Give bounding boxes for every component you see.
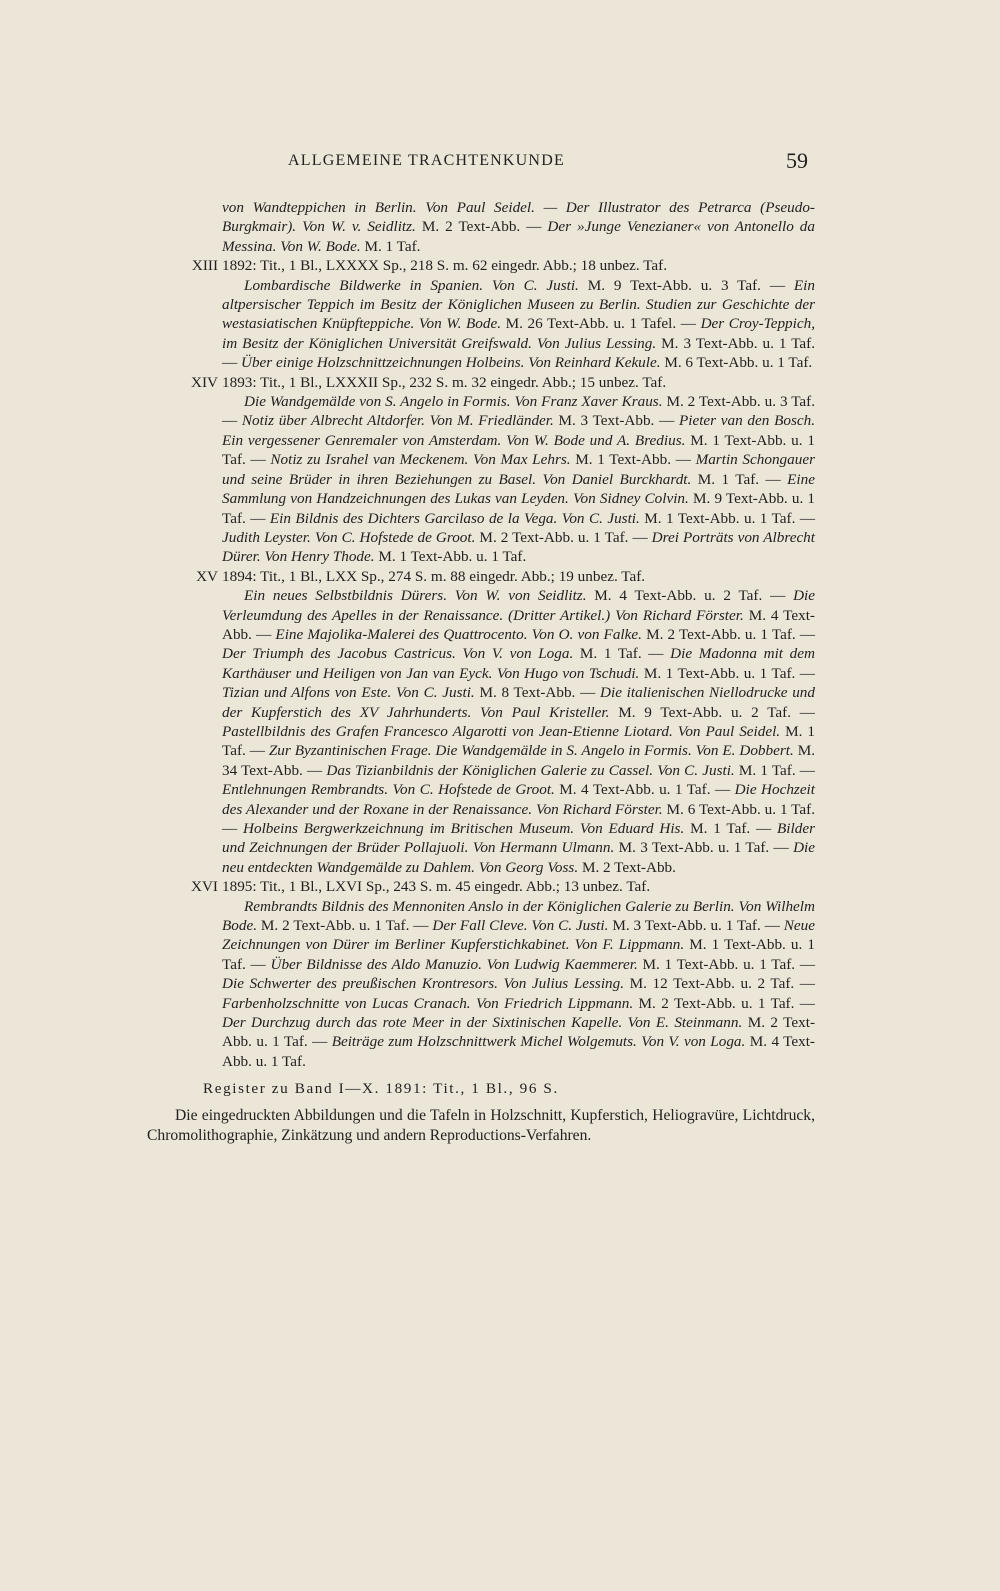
plate-count-text: M. 1 Taf. <box>360 237 421 255</box>
contents-paragraph <box>222 897 815 1072</box>
article-title-text: Bilder und Zeichnungen der Brüder Pollajuoli. Von Hermann Ulmann. <box>222 820 815 857</box>
plate-count-text: M. 2 Text-Abb. u. 1 Taf. — <box>475 528 652 546</box>
article-title-text: Der Triumph des Jacobus Castricus. Von V. von Loga. <box>222 645 574 663</box>
plate-count-text: M. 1 Taf. — <box>222 722 815 760</box>
volume-heading <box>175 567 815 586</box>
contents-paragraph <box>222 392 815 567</box>
plate-count-text: M. 6 Text-Abb. u. 1 Taf. — <box>222 800 815 837</box>
plate-count-text: M. 1 Text-Abb. u. 1 Taf. — <box>222 431 815 469</box>
plate-count-text: M. 2 Text-Abb. — <box>415 218 548 236</box>
contents-paragraph <box>222 586 815 877</box>
plate-count-text: M. 1 Taf. — <box>684 820 778 837</box>
volume-entry <box>175 256 815 372</box>
article-title-text: von Wandteppichen in Berlin. Von Paul Seidel. — Der Illustrator des Petrarca (Pseudo-Burgkmair). Von W. v. Seidlitz. <box>222 199 815 236</box>
plate-count-text: M. 1 Text-Abb. u. 1 Taf. — <box>639 664 815 682</box>
plate-count-text: M. 3 Text-Abb. u. 1 Taf. — <box>222 334 815 372</box>
plate-count-text: M. 3 Text-Abb. u. 1 Taf. — <box>614 839 794 857</box>
register-line: Register zu Band I—X. 1891: Tit., 1 Bl., 96 S. <box>203 1080 559 1098</box>
volume-number: XV <box>196 567 218 585</box>
article-title-text: Der Fall Cleve. Von C. Justi. <box>432 917 609 935</box>
article-title-text: Pastellbildnis des Grafen Francesco Algarotti von Jean-Etienne Liotard. Von Paul Seidel. <box>222 722 781 740</box>
volume-entry <box>175 877 815 1071</box>
plate-count-text: M. 34 Text-Abb. — <box>222 742 815 779</box>
contents-paragraph <box>222 276 815 373</box>
article-title-text: Drei Porträts von Albrecht Dürer. Von Henry Thode. <box>222 528 815 566</box>
article-title-text: Notiz über Albrecht Altdorfer. Von M. Friedländer. <box>241 412 554 430</box>
article-title-text: Der Croy-Teppich, im Besitz der Königlichen Universität Greifswald. Von Julius Lessing. <box>222 315 815 352</box>
plate-count-text: M. 2 Text-Abb. u. 1 Taf. — <box>641 625 816 643</box>
article-title-text: Rembrandts Bildnis des Mennoniten Anslo in der Königlichen Galerie zu Berlin. Von Wilhelm Bode. <box>222 897 815 935</box>
volume-entry <box>175 373 815 567</box>
plate-count-text: M. 2 Text-Abb. u. 1 Taf. — <box>222 1014 815 1051</box>
plate-count-text: M. 1 Text-Abb. — <box>570 451 696 469</box>
volume-summary: 1894: Tit., 1 Bl., LXX Sp., 274 S. m. 88 eingedr. Abb.; 19 unbez. Taf. <box>222 567 646 585</box>
plate-count-text: M. 1 Taf. — <box>734 761 815 779</box>
volume-entry <box>175 567 815 878</box>
volume-contents <box>175 276 815 373</box>
plate-count-text: M. 8 Text-Abb. — <box>474 684 601 702</box>
article-title-text: Die Madonna mit dem Karthäuser und Heiligen von Jan van Eyck. Von Hugo von Tschudi. <box>222 645 815 682</box>
article-title-text: Judith Leyster. Von C. Hofstede de Groot. <box>222 528 476 546</box>
article-title-text: Beiträge zum Holzschnittwerk Michel Wolgemuts. Von V. von Loga. <box>331 1033 746 1051</box>
volume-entries <box>175 256 815 1071</box>
volume-contents <box>175 392 815 567</box>
volume-number: XIV <box>191 373 218 391</box>
running-title: ALLGEMEINE TRACHTENKUNDE <box>288 152 565 169</box>
plate-count-text: M. 1 Taf. — <box>573 645 671 663</box>
plate-count-text: M. 4 Text-Abb. u. 1 Taf. — <box>554 781 735 799</box>
article-title-text: Neue Zeichnungen von Dürer im Berliner Kupferstichkabinet. Von F. Lippmann. <box>222 917 816 954</box>
plate-count-text: M. 26 Text-Abb. u. 1 Tafel. — <box>501 315 701 333</box>
article-title-text: Tizian und Alfons von Este. Von C. Justi. <box>222 684 475 702</box>
article-title-text: Zur Byzantinischen Frage. Die Wandgemälde in S. Angelo in Formis. Von E. Dobbert. <box>268 742 794 760</box>
page-number: 59 <box>786 148 808 173</box>
plate-count-text: M. 1 Taf. — <box>691 470 788 488</box>
article-title-text: Eine Sammlung von Handzeichnungen des Lukas van Leyden. Von Sidney Colvin. <box>222 470 815 508</box>
volume-contents <box>175 586 815 877</box>
article-title-text: Die Hochzeit des Alexander und der Roxane in der Renaissance. Von Richard Förster. <box>222 781 815 818</box>
plate-count-text: M. 1 Text-Abb. u. 1 Taf. — <box>222 936 816 973</box>
plate-count-text: M. 3 Text-Abb. u. 1 Taf. — <box>608 917 784 935</box>
volume-heading <box>175 373 815 392</box>
article-title-text: Die italienischen Niellodrucke und der Kupferstich des XV Jahrhunderts. Von Paul Kristeller. <box>222 684 815 721</box>
plate-count-text: M. 2 Text-Abb. u. 1 Taf. — <box>633 994 815 1012</box>
article-title-text: Ein Bildnis des Dichters Garcilaso de la Vega. Von C. Justi. <box>269 509 640 527</box>
plate-count-text: M. 12 Text-Abb. u. 2 Taf. — <box>624 975 815 993</box>
plate-count-text: M. 2 Text-Abb. u. 3 Taf. — <box>222 393 816 430</box>
plate-count-text: M. 2 Text-Abb. u. 1 Taf. — <box>257 917 433 935</box>
bibliography-content <box>147 198 816 1146</box>
article-title-text: Die Wandgemälde von S. Angelo in Formis. Von Franz Xaver Kraus. <box>244 393 663 411</box>
plate-count-text: M. 9 Text-Abb. u. 2 Taf. — <box>609 703 815 721</box>
article-title-text: Farbenholzschnitte von Lucas Cranach. Von Friedrich Lippmann. <box>222 994 634 1012</box>
article-title-text: Die Schwerter des preußischen Krontresors. Von Julius Lessing. <box>222 975 625 993</box>
article-title-text: Martin Schongauer und seine Brüder in ihren Beziehungen zu Basel. Von Daniel Burckhardt. <box>222 451 815 488</box>
article-title-text: Eine Majolika-Malerei des Quattrocento. Von O. von Falke. <box>275 625 642 643</box>
plate-count-text: M. 4 Text-Abb. u. 1 Taf. <box>222 1033 815 1070</box>
article-title-text: Der Durchzug durch das rote Meer in der Sixtinischen Kapelle. Von E. Steinmann. <box>222 1014 743 1032</box>
article-title-text: Lombardische Bildwerke in Spanien. Von C. Justi. <box>244 276 579 294</box>
plate-count-text: M. 2 Text-Abb. <box>578 858 676 876</box>
plate-count-text: M. 1 Text-Abb. u. 1 Taf. <box>374 548 527 566</box>
plate-count-text: M. 4 Text-Abb. — <box>222 606 815 643</box>
article-title-text: Ein altpersischer Teppich im Besitz der Königlichen Museen zu Berlin. Studien zur Geschichte der westasiatischen Knüpfteppiche. Von W. Bode. <box>222 276 815 333</box>
article-title-text: Das Tizianbildnis der Königlichen Galerie zu Cassel. Von C. Justi. <box>326 761 735 779</box>
plate-count-text: M. 6 Text-Abb. u. 1 Taf. <box>660 354 813 372</box>
plate-count-text: M. 4 Text-Abb. u. 2 Taf. — <box>586 587 794 605</box>
article-title-text: Über einige Holzschnittzeichnungen Holbeins. Von Reinhard Kekule. <box>240 354 661 372</box>
article-title-text: Über Bildnisse des Aldo Manuzio. Von Ludwig Kaemmerer. <box>270 955 638 973</box>
footer-note: Die eingedruckten Abbildungen und die Tafeln in Holzschnitt, Kupferstich, Heliogravüre, Lichtdruck, Chromolithographie, Zinkätzung und andern Reproductions-Verfahren. <box>147 1106 815 1144</box>
continuation-paragraph <box>175 198 815 256</box>
plate-count-text: M. 1 Text-Abb. u. 1 Taf. — <box>637 955 816 973</box>
plate-count-text: M. 3 Text-Abb. — <box>553 412 679 430</box>
article-title-text: Entlehnungen Rembrandts. Von C. Hofstede de Groot. <box>222 781 555 799</box>
volume-number: XVI <box>191 878 218 896</box>
volume-summary: 1893: Tit., 1 Bl., LXXXII Sp., 232 S. m. 32 eingedr. Abb.; 15 unbez. Taf. <box>222 373 667 391</box>
article-title-text: Der »Junge Venezianer« von Antonello da Messina. Von W. Bode. <box>222 218 815 255</box>
volume-number: XIII <box>191 257 218 275</box>
volume-heading <box>175 256 815 275</box>
plate-count-text: M. 9 Text-Abb. u. 3 Taf. — <box>578 276 794 294</box>
article-title-text: Die neu entdeckten Wandgemälde zu Dahlem. Von Georg Voss. <box>222 839 816 876</box>
article-title-text: Pieter van den Bosch. Ein vergessener Genremaler von Amsterdam. Von W. Bode und A. Bredius. <box>222 412 815 449</box>
article-title-text: Notiz zu Israhel van Meckenem. Von Max Lehrs. <box>270 451 571 469</box>
article-title-text: Holbeins Bergwerkzeichnung im Britischen Museum. Von Eduard His. <box>243 820 685 837</box>
article-title-text: Ein neues Selbstbildnis Dürers. Von W. von Seidlitz. <box>244 587 587 605</box>
volume-summary: 1892: Tit., 1 Bl., LXXXX Sp., 218 S. m. 62 eingedr. Abb.; 18 unbez. Taf. <box>222 257 668 275</box>
volume-summary: 1895: Tit., 1 Bl., LXVI Sp., 243 S. m. 45 eingedr. Abb.; 13 unbez. Taf. <box>222 878 651 896</box>
plate-count-text: M. 9 Text-Abb. u. 1 Taf. — <box>222 490 816 527</box>
volume-contents <box>175 897 815 1072</box>
volume-heading <box>175 877 815 896</box>
plate-count-text: M. 1 Text-Abb. u. 1 Taf. — <box>639 509 816 527</box>
running-header <box>288 150 808 180</box>
article-title-text: Die Verleumdung des Apelles in der Renaissance. (Dritter Artikel.) Von Richard Förster. <box>222 587 816 624</box>
